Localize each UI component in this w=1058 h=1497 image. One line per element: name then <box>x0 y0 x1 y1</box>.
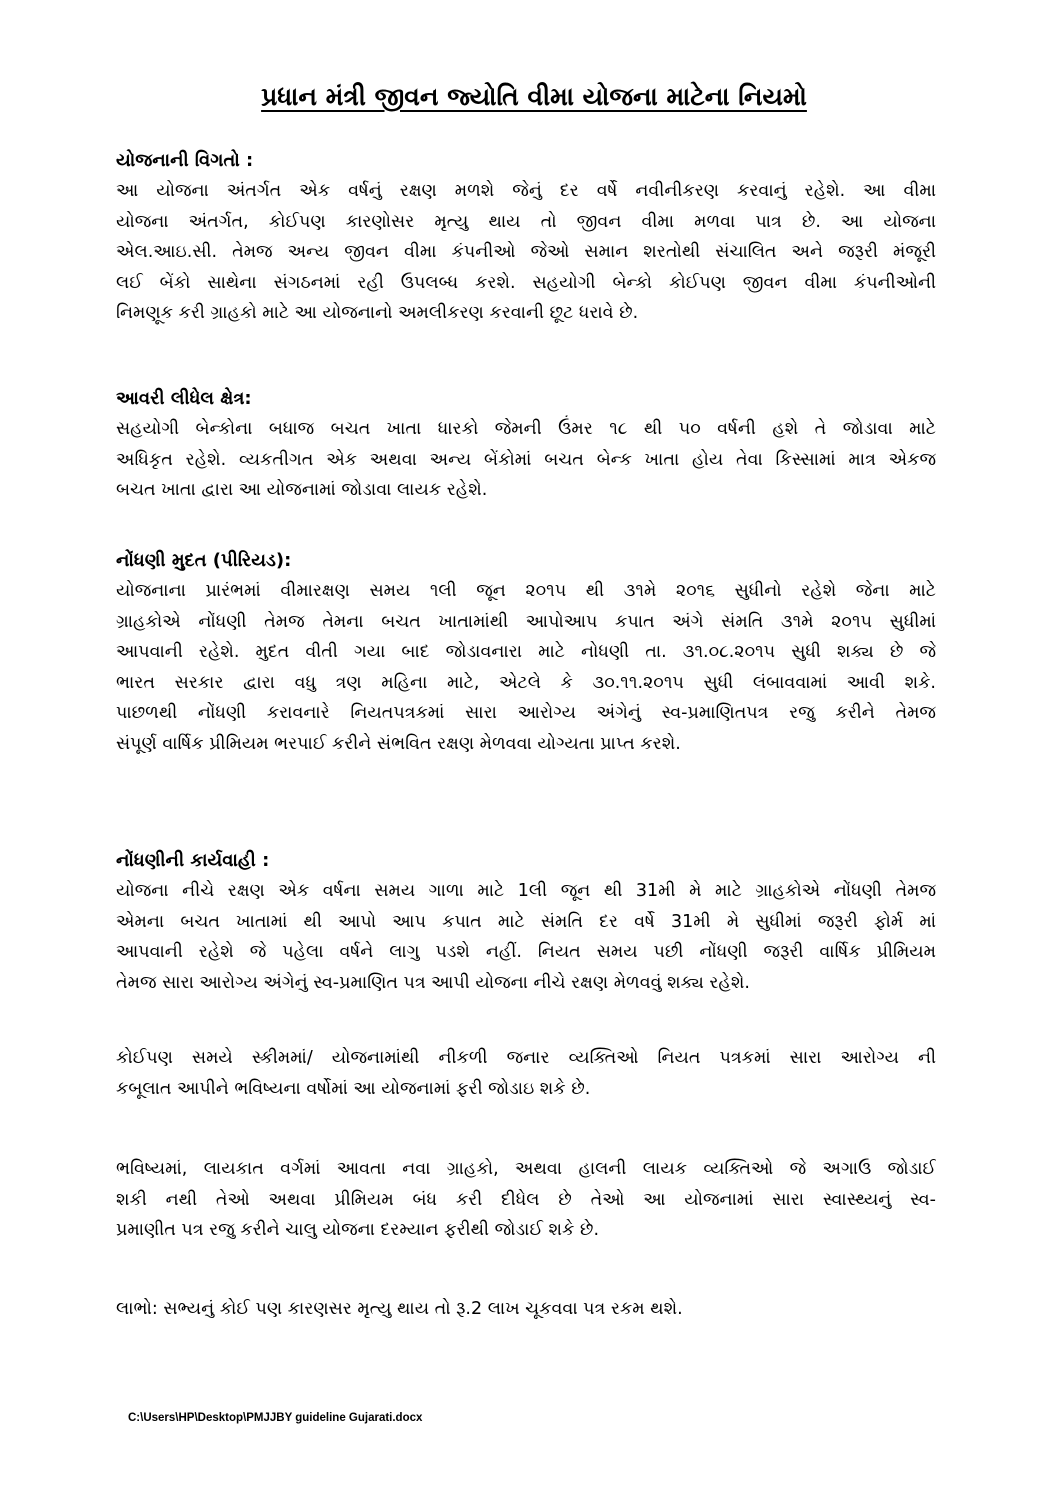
paragraph-line: યોજનાના પ્રારંભમાં વીમારક્ષણ સમય ૧લી જૂન ૨૦૧૫ થી ૩૧મે ૨૦૧૬ સુધીનો રહેશે જેના માટે <box>116 581 936 601</box>
document-title: પ્રધાન મંત્રી જીવન જ્યોતિ વીમા યોજના માટેના નિયમો <box>261 82 807 111</box>
paragraph-line: ભારત સરકાર દ્વારા વધુ ત્રણ મહિના માટે, એટલે કે ૩૦.૧૧.૨૦૧૫ સુધી લંબાવવામાં આવી શકે. <box>116 672 936 693</box>
paragraph-line: લઈ બેંકો સાથેના સંગઠનમાં રહી ઉપલબ્ધ કરશે. સહયોગી બેન્કો કોઈપણ જીવન વીમા કંપનીઓની <box>116 272 936 293</box>
section-heading: આવરી લીધેલ ક્ષેત્ર: <box>116 388 252 409</box>
paragraph-line: બચત ખાતા દ્વારા આ યોજનામાં જોડાવા લાયક રહેશે. <box>116 480 488 500</box>
paragraph-line: એમના બચત ખાતામાં થી આપો આપ કપાત માટે સંમતિ દર વર્ષે 31મી મે સુધીમાં જરૂરી ફોર્મ માં <box>116 911 936 932</box>
paragraph-line: સંપૂર્ણ વાર્ષિક પ્રીમિયમ ભરપાઈ કરીને સંભવિત રક્ષણ મેળવવા યોગ્યતા પ્રાપ્ત કરશે. <box>116 733 681 754</box>
section-coverage <box>116 384 936 506</box>
section-paragraph <box>116 1043 936 1104</box>
paragraph-line: પ્રમાણીત પત્ર રજુ કરીને ચાલુ યોજના દરમ્યાન ફરીથી જોડાઈ શકે છે. <box>116 1220 600 1240</box>
footer-file-path: C:\Users\HP\Desktop\PMJJBY guideline Gujarati.docx <box>128 1412 423 1424</box>
paragraph-line: ભવિષ્યમાં, લાયકાત વર્ગમાં આવતા નવા ગ્રાહકો, અથવા હાલની લાયક વ્યક્તિઓ જે અગાઉ જોડાઈ <box>116 1159 936 1179</box>
section-heading: નોંધણીની કાર્યવાહી : <box>116 850 270 871</box>
paragraph-line: એલ.આઇ.સી. તેમજ અન્ય જીવન વીમા કંપનીઓ જેઓ સમાન શરતોથી સંચાલિત અને જરૂરી મંજૂરી <box>116 242 936 262</box>
paragraph-line: આપવાની રહેશે જે પહેલા વર્ષને લાગુ પડશે નહીં. નિયત સમય પછી નોંધણી જરૂરી વાર્ષિક પ્રીમિયમ <box>116 942 936 962</box>
section-paragraph <box>116 1154 936 1246</box>
section-paragraph <box>116 1294 936 1325</box>
section-enrollment-procedure <box>116 846 936 998</box>
section-future-eligibility <box>116 1154 936 1246</box>
paragraph-line: યોજના અંતર્ગત, કોઈપણ કારણોસર મૃત્યુ થાય તો જીવન વીમા મળવા પાત્ર છે. આ યોજના <box>116 211 936 232</box>
section-heading: નોંધણી મુદત (પીરિયડ): <box>116 550 292 571</box>
paragraph-line: આ યોજના અંતર્ગત એક વર્ષનું રક્ષણ મળશે જેનું દર વર્ષે નવીનીકરણ કરવાનું રહેશે. આ વીમા <box>116 181 936 201</box>
section-heading: યોજનાની વિગતો : <box>116 150 254 171</box>
paragraph-line: કોઈપણ સમયે સ્કીમમાં/ યોજનામાંથી નીકળી જનાર વ્યક્તિઓ નિયત પત્રકમાં સારા આરોગ્ય ની <box>116 1048 936 1068</box>
paragraph-line: શકી નથી તેઓ અથવા પ્રીમિયમ બંધ કરી દીધેલ છે તેઓ આ યોજનામાં સારા સ્વાસ્થ્યનું સ્વ- <box>116 1189 936 1210</box>
section-rejoin <box>116 1043 936 1104</box>
section-paragraph <box>116 576 936 759</box>
paragraph-line: ગ્રાહકોએ નોંધણી તેમજ તેમના બચત ખાતામાંથી આપોઆપ કપાત અંગે સંમતિ ૩૧મે ૨૦૧૫ સુધીમાં <box>116 611 936 632</box>
paragraph-line: પાછળથી નોંધણી કરાવનારે નિયતપત્રકમાં સારા આરોગ્ય અંગેનું સ્વ-પ્રમાણિતપત્ર રજુ કરીને તેમજ <box>116 703 936 723</box>
section-paragraph <box>116 176 936 329</box>
section-enrollment-period <box>116 546 936 759</box>
paragraph-line: લાભો: સભ્યનું કોઈ પણ કારણસર મૃત્યુ થાય તો રૂ.2 લાખ ચૂકવવા પત્ર રકમ થશે. <box>116 1299 683 1319</box>
paragraph-line: આપવાની રહેશે. મુદત વીતી ગયા બાદ જોડાવનારા માટે નોધણી તા. ૩૧.૦૮.૨૦૧૫ સુધી શક્ય છે જે <box>116 642 936 662</box>
paragraph-line: તેમજ સારા આરોગ્ય અંગેનું સ્વ-પ્રમાણિત પત્ર આપી યોજના નીચે રક્ષણ મેળવવું શક્ય રહેશે. <box>116 972 750 993</box>
paragraph-line: અધિકૃત રહેશે. વ્યકતીગત એક અથવા અન્ય બેંકોમાં બચત બેન્ક ખાતા હોય તેવા કિસ્સામાં માત્ર એકજ <box>116 449 936 470</box>
section-scheme-details <box>116 146 936 329</box>
paragraph-line: સહયોગી બેન્કોના બધાજ બચત ખાતા ધારકો જેમની ઉંમર ૧૮ થી ૫૦ વર્ષની હશે તે જોડાવા માટે <box>116 419 936 439</box>
paragraph-line: નિમણૂક કરી ગ્રાહકો માટે આ યોજનાનો અમલીકરણ કરવાની છૂટ ધરાવે છે. <box>116 303 639 323</box>
section-paragraph <box>116 876 936 998</box>
paragraph-line: કબૂલાત આપીને ભવિષ્યના વર્ષોમાં આ યોજનામાં ફરી જોડાઇ શકે છે. <box>116 1078 591 1099</box>
paragraph-line: યોજના નીચે રક્ષણ એક વર્ષના સમય ગાળા માટે 1લી જૂન થી 31મી મે માટે ગ્રાહકોએ નોંધણી તેમજ <box>116 881 936 901</box>
section-benefits <box>116 1294 936 1325</box>
section-paragraph <box>116 414 936 506</box>
